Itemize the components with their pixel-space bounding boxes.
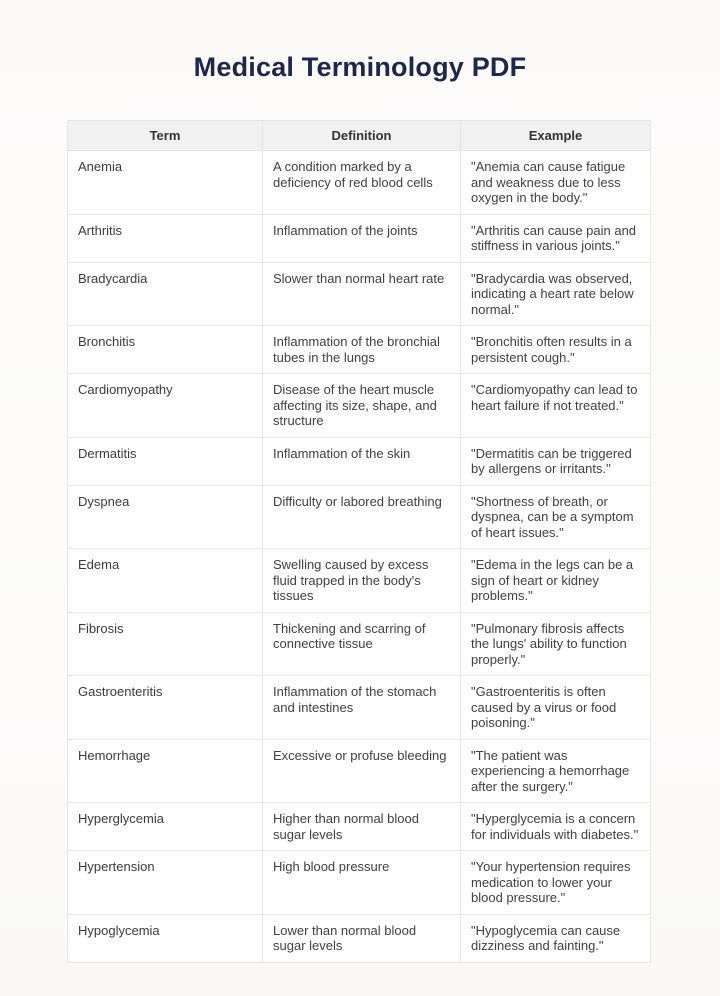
table-row: [68, 851, 651, 915]
definition-cell: Inflammation of the bronchial tubes in the lungs: [263, 326, 461, 374]
term-cell: Fibrosis: [68, 612, 263, 676]
table-row: [68, 914, 651, 962]
term-cell: Cardiomyopathy: [68, 374, 263, 438]
example-cell: "Cardiomyopathy can lead to heart failure if not treated.": [461, 374, 651, 438]
table-row: [68, 151, 651, 215]
term-cell: Arthritis: [68, 214, 263, 262]
term-cell: Hypoglycemia: [68, 914, 263, 962]
column-header-term: Term: [68, 121, 263, 151]
term-cell: Bronchitis: [68, 326, 263, 374]
example-cell: "Dermatitis can be triggered by allergens or irritants.": [461, 437, 651, 485]
term-cell: Hypertension: [68, 851, 263, 915]
table-row: [68, 549, 651, 613]
example-cell: "Gastroenteritis is often caused by a virus or food poisoning.": [461, 676, 651, 740]
example-cell: "Hypoglycemia can cause dizziness and fainting.": [461, 914, 651, 962]
example-cell: "Hyperglycemia is a concern for individuals with diabetes.": [461, 803, 651, 851]
example-cell: "Shortness of breath, or dyspnea, can be a symptom of heart issues.": [461, 485, 651, 549]
table-header-row: [68, 121, 651, 151]
term-cell: Bradycardia: [68, 262, 263, 326]
example-cell: "Arthritis can cause pain and stiffness in various joints.": [461, 214, 651, 262]
definition-cell: Lower than normal blood sugar levels: [263, 914, 461, 962]
table-row: [68, 803, 651, 851]
term-cell: Gastroenteritis: [68, 676, 263, 740]
term-cell: Hemorrhage: [68, 739, 263, 803]
definition-cell: High blood pressure: [263, 851, 461, 915]
table-row: [68, 214, 651, 262]
table-row: [68, 739, 651, 803]
table-row: [68, 676, 651, 740]
definition-cell: Thickening and scarring of connective tissue: [263, 612, 461, 676]
table-row: [68, 326, 651, 374]
definition-cell: Disease of the heart muscle affecting its size, shape, and structure: [263, 374, 461, 438]
table-row: [68, 612, 651, 676]
table-row: [68, 374, 651, 438]
term-cell: Hyperglycemia: [68, 803, 263, 851]
term-cell: Dermatitis: [68, 437, 263, 485]
definition-cell: Excessive or profuse bleeding: [263, 739, 461, 803]
definition-cell: Swelling caused by excess fluid trapped in the body's tissues: [263, 549, 461, 613]
definition-cell: Slower than normal heart rate: [263, 262, 461, 326]
definition-cell: A condition marked by a deficiency of red blood cells: [263, 151, 461, 215]
table-row: [68, 485, 651, 549]
term-cell: Anemia: [68, 151, 263, 215]
definition-cell: Inflammation of the skin: [263, 437, 461, 485]
column-header-example: Example: [461, 121, 651, 151]
example-cell: "Edema in the legs can be a sign of heart or kidney problems.": [461, 549, 651, 613]
example-cell: "Bronchitis often results in a persistent cough.": [461, 326, 651, 374]
example-cell: "Anemia can cause fatigue and weakness due to less oxygen in the body.": [461, 151, 651, 215]
definition-cell: Inflammation of the stomach and intestines: [263, 676, 461, 740]
example-cell: "Pulmonary fibrosis affects the lungs' ability to function properly.": [461, 612, 651, 676]
term-cell: Dyspnea: [68, 485, 263, 549]
term-cell: Edema: [68, 549, 263, 613]
definition-cell: Higher than normal blood sugar levels: [263, 803, 461, 851]
table-row: [68, 437, 651, 485]
table-row: [68, 262, 651, 326]
column-header-definition: Definition: [263, 121, 461, 151]
example-cell: "The patient was experiencing a hemorrhage after the surgery.": [461, 739, 651, 803]
page-title: Medical Terminology PDF: [193, 52, 527, 82]
definition-cell: Difficulty or labored breathing: [263, 485, 461, 549]
definition-cell: Inflammation of the joints: [263, 214, 461, 262]
example-cell: "Your hypertension requires medication to lower your blood pressure.": [461, 851, 651, 915]
medical-terminology-table: [67, 120, 651, 963]
example-cell: "Bradycardia was observed, indicating a heart rate below normal.": [461, 262, 651, 326]
